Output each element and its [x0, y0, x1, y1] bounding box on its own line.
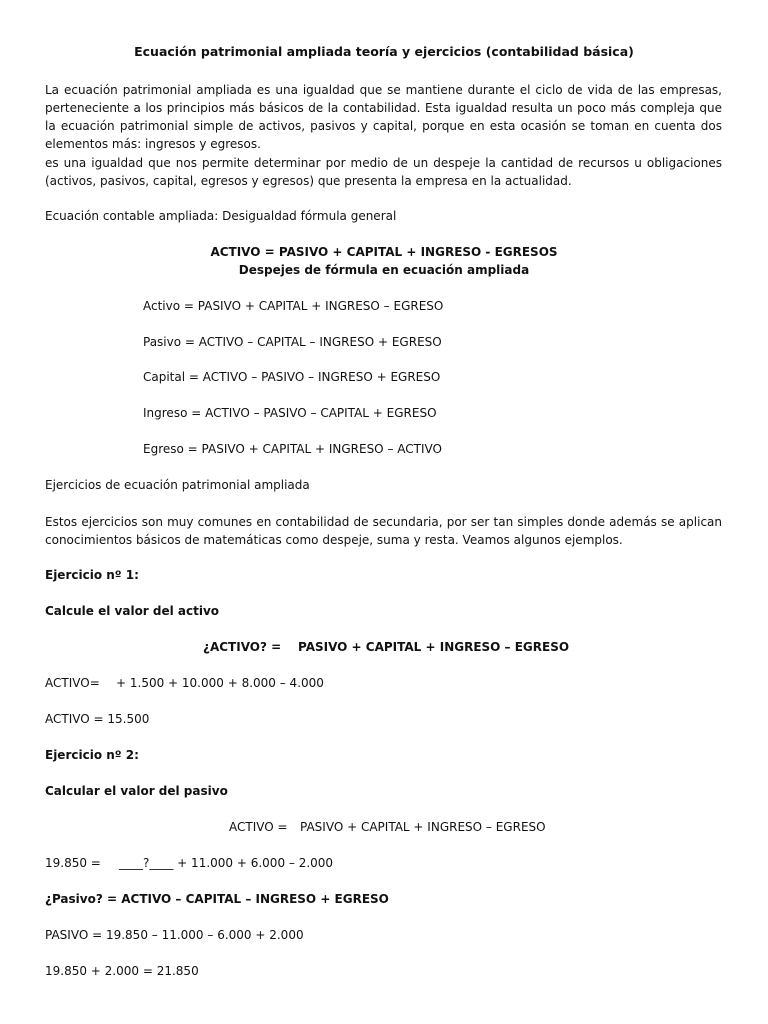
- exercise-1-result: ACTIVO = 15.500: [45, 712, 150, 726]
- exercise-2-despeje: ¿Pasivo? = ACTIVO – CAPITAL – INGRESO + EGRESO: [45, 892, 389, 906]
- despeje-ingreso: Ingreso = ACTIVO – PASIVO – CAPITAL + EGRESO: [143, 406, 437, 420]
- despeje-egreso: Egreso = PASIVO + CAPITAL + INGRESO – ACTIVO: [143, 442, 442, 456]
- general-formula-caption: Ecuación contable ampliada: Desigualdad fórmula general: [45, 209, 397, 223]
- exercise-1-formula-right: PASIVO + CAPITAL + INGRESO – EGRESO: [298, 640, 570, 654]
- exercise-2-prompt: Calcular el valor del pasivo: [45, 784, 228, 798]
- exercise-2-formula-right: PASIVO + CAPITAL + INGRESO – EGRESO: [300, 820, 546, 834]
- despeje-activo: Activo = PASIVO + CAPITAL + INGRESO – EGRESO: [143, 299, 444, 313]
- despeje-pasivo: Pasivo = ACTIVO – CAPITAL – INGRESO + EGRESO: [143, 335, 442, 349]
- intro-paragraph: La ecuación patrimonial ampliada es una igualdad que se mantiene durante el ciclo de vida de las empresas, perteneciente a los principios más básicos de la contabilidad. Esta igualdad resulta un poco más compleja que la ecuación patrimonial simple de activos, pasivos y capital, porque en esta ocasión se toman en cuenta dos elementos más: ingresos y egresos.: [45, 83, 722, 151]
- exercise-1-calc-left: ACTIVO=: [45, 676, 100, 690]
- exercise-2-formula-left: ACTIVO =: [229, 820, 288, 834]
- exercise-2-calc-right: ____?____ + 11.000 + 6.000 – 2.000: [119, 856, 334, 870]
- exercise-1-formula-left: ¿ACTIVO? =: [203, 640, 282, 654]
- despejes-title: Despejes de fórmula en ecuación ampliada: [238, 263, 530, 277]
- exercise-1-calc-right: + 1.500 + 10.000 + 8.000 – 4.000: [116, 676, 324, 690]
- general-formula: ACTIVO = PASIVO + CAPITAL + INGRESO - EGRESOS: [210, 245, 558, 259]
- exercise-2-calc-left: 19.850 =: [45, 856, 101, 870]
- exercise-1-heading: Ejercicio nº 1:: [45, 568, 139, 582]
- exercise-2-line-1: PASIVO = 19.850 – 11.000 – 6.000 + 2.000: [45, 928, 304, 942]
- exercises-heading: Ejercicios de ecuación patrimonial ampliada: [45, 478, 310, 492]
- despeje-capital: Capital = ACTIVO – PASIVO – INGRESO + EGRESO: [143, 370, 441, 384]
- exercise-2-heading: Ejercicio nº 2:: [45, 748, 139, 762]
- exercise-2-line-2: 19.850 + 2.000 = 21.850: [45, 964, 199, 978]
- document-title: Ecuación patrimonial ampliada teoría y ejercicios (contabilidad básica): [134, 44, 634, 59]
- exercises-paragraph: Estos ejercicios son muy comunes en contabilidad de secundaria, por ser tan simples donde además se aplican conocimientos básicos de matemáticas como despeje, suma y resta. Veamos algunos ejemplos.: [45, 515, 722, 547]
- exercise-1-prompt: Calcule el valor del activo: [45, 604, 220, 618]
- definition-paragraph: es una igualdad que nos permite determinar por medio de un despeje la cantidad de recursos u obligaciones (activos, pasivos, capital, egresos y egresos) que presenta la empresa en la actualidad.: [45, 156, 722, 188]
